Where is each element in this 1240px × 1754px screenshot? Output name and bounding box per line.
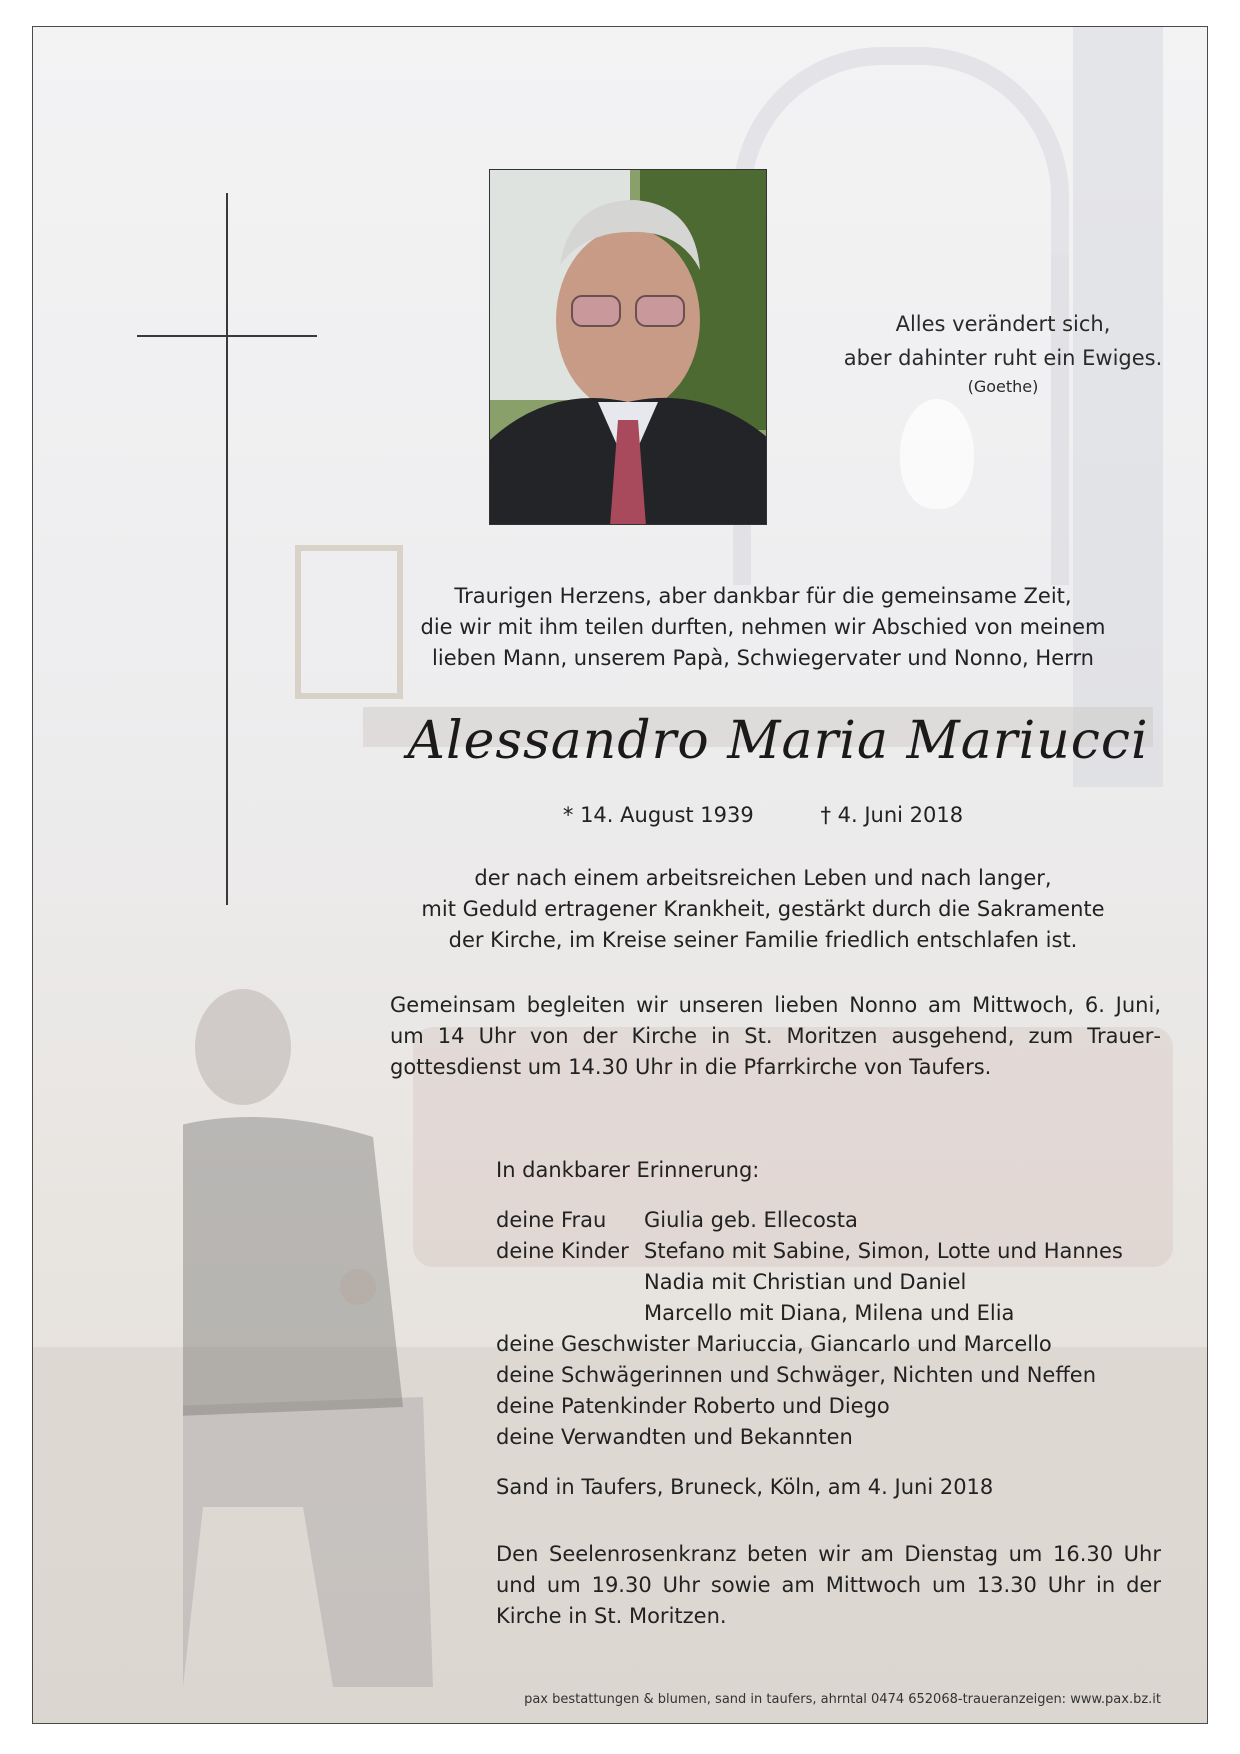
mourner-row-children: [496, 1236, 1156, 1329]
background-vase: [900, 399, 974, 509]
cross-vertical-bar: [226, 193, 228, 905]
mourner-row-siblings: deine Geschwister Mariuccia, Giancarlo und Marcello: [496, 1332, 1052, 1356]
children-line-2: Nadia mit Christian und Daniel: [644, 1270, 967, 1294]
quote-line-1: Alles verändert sich,: [895, 312, 1111, 336]
intro-line-2: die wir mit ihm teilen durften, nehmen wir Abschied von meinem: [420, 615, 1106, 639]
cross-horizontal-bar: [137, 335, 317, 337]
portrait-photo: [489, 169, 767, 525]
mourner-row-wife: [496, 1205, 1156, 1236]
passing-paragraph: [383, 863, 1143, 956]
mourners-heading: In dankbarer Erinnerung:: [496, 1158, 760, 1182]
death-date: † 4. Juni 2018: [820, 803, 964, 827]
intro-line-1: Traurigen Herzens, aber dankbar für die gemeinsame Zeit,: [454, 584, 1072, 608]
deceased-name: Alessandro Maria Mariucci: [407, 711, 1149, 771]
mourners-list: [496, 1155, 1156, 1453]
passing-line-3: der Kirche, im Kreise seiner Familie friedlich entschlafen ist.: [448, 928, 1078, 952]
funeral-home-footer: pax bestattungen & blumen, sand in taufers, ahrntal 0474 652068-traueranzeigen: www.pax.bz.it: [524, 1692, 1161, 1707]
intro-paragraph: [383, 581, 1143, 674]
goethe-quote: [793, 307, 1208, 399]
passing-line-2: mit Geduld ertragener Krankheit, gestärkt durch die Sakramente: [421, 897, 1105, 921]
obituary-card: [32, 26, 1208, 1724]
rosary-paragraph: Den Seelenrosenkranz beten wir am Dienstag um 16.30 Uhr und um 19.30 Uhr sowie am Mittwoch um 13.30 Uhr in der Kirche in St. Moritzen.: [496, 1542, 1161, 1628]
place-and-date: Sand in Taufers, Bruneck, Köln, am 4. Juni 2018: [496, 1475, 994, 1499]
birth-date: * 14. August 1939: [562, 803, 754, 827]
relation-label: deine Frau: [496, 1208, 607, 1232]
mourner-row-godchildren: deine Patenkinder Roberto und Diego: [496, 1394, 890, 1418]
passing-line-1: der nach einem arbeitsreichen Leben und nach langer,: [474, 866, 1052, 890]
relation-names: [644, 1236, 1156, 1329]
background-seated-man-photo: [183, 987, 483, 1687]
children-line-1: Stefano mit Sabine, Simon, Lotte und Hannes: [644, 1239, 1123, 1263]
mourner-row-inlaws: deine Schwägerinnen und Schwäger, Nichten und Neffen: [496, 1363, 1097, 1387]
life-dates: [383, 803, 1143, 827]
relation-names: Giulia geb. Ellecosta: [644, 1208, 858, 1232]
funeral-paragraph: Gemeinsam begleiten wir unseren lieben Nonno am Mittwoch, 6. Juni, um 14 Uhr von der Kirche in St. Moritzen ausgehend, zum Trauergottesdienst um 14.30 Uhr in die Pfarrkirche von Taufers.: [390, 993, 1161, 1079]
intro-line-3: lieben Mann, unserem Papà, Schwiegervater und Nonno, Herrn: [432, 646, 1094, 670]
mourner-row-relatives: deine Verwandten und Bekannten: [496, 1425, 853, 1449]
children-line-3: Marcello mit Diana, Milena und Elia: [644, 1301, 1015, 1325]
quote-line-2: aber dahinter ruht ein Ewiges.: [843, 346, 1163, 370]
portrait-photo-image: [490, 170, 767, 525]
quote-author: (Goethe): [967, 377, 1039, 396]
relation-label: deine Kinder: [496, 1239, 629, 1263]
